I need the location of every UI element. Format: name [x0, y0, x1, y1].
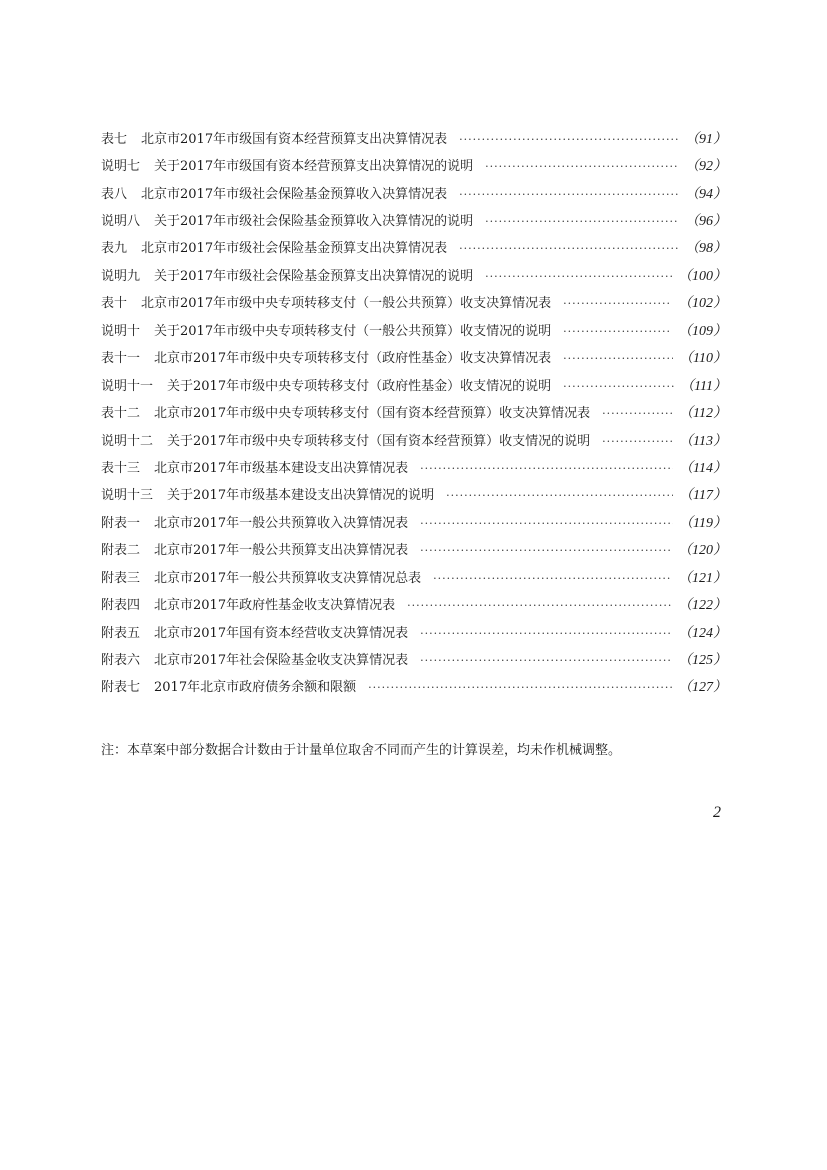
toc-entry-page: （121） — [678, 570, 727, 586]
toc-entry-page: （109） — [678, 323, 727, 339]
dot-leader — [446, 489, 673, 503]
toc-entry-title: 关于2017年市级国有资本经营预算支出决算情况的说明 — [154, 159, 474, 175]
toc-entry[interactable] — [101, 318, 727, 345]
toc-entry-page: （100） — [678, 268, 727, 284]
toc-entry-title: 关于2017年市级基本建设支出决算情况的说明 — [167, 488, 435, 504]
toc-entry-title: 关于2017年市级中央专项转移支付（政府性基金）收支情况的说明 — [167, 378, 552, 394]
toc-entry-title: 北京市2017年一般公共预算收支决算情况总表 — [154, 570, 422, 586]
dot-leader — [485, 270, 672, 284]
toc-entry-label: 附表四 — [101, 598, 141, 614]
toc-entry-title: 关于2017年市级中央专项转移支付（一般公共预算）收支情况的说明 — [154, 323, 552, 339]
toc-entry[interactable] — [101, 592, 727, 619]
toc-entry-label: 表九 — [101, 241, 128, 257]
toc-entry-title: 北京市2017年一般公共预算收入决算情况表 — [154, 515, 409, 531]
toc-entry-title: 北京市2017年国有资本经营收支决算情况表 — [154, 625, 409, 641]
toc-entry[interactable] — [101, 675, 727, 702]
toc-entry-page: （119） — [679, 515, 727, 531]
toc-entry-label: 说明十 — [101, 323, 141, 339]
toc-entry-page: （125） — [678, 653, 727, 669]
toc-entry-page: （127） — [678, 680, 727, 696]
toc-entry-label: 附表三 — [101, 570, 141, 586]
dot-leader — [420, 544, 672, 558]
toc-entry-title: 北京市2017年社会保险基金收支决算情况表 — [154, 653, 409, 669]
toc-entry[interactable] — [101, 236, 727, 263]
toc-entry-title: 北京市2017年市级社会保险基金预算支出决算情况表 — [141, 241, 448, 257]
toc-entry-title: 关于2017年市级中央专项转移支付（国有资本经营预算）收支情况的说明 — [167, 433, 591, 449]
toc-entry-page: （112） — [679, 406, 727, 422]
dot-leader — [459, 242, 679, 256]
toc-entry-page: （117） — [679, 488, 727, 504]
toc-entry-label: 说明十三 — [101, 488, 154, 504]
toc-entry[interactable] — [101, 373, 727, 400]
toc-entry[interactable] — [101, 208, 727, 235]
toc-entry[interactable] — [101, 291, 727, 318]
toc-entry-label: 说明十一 — [101, 378, 154, 394]
dot-leader — [433, 572, 672, 586]
toc-entry[interactable] — [101, 620, 727, 647]
dot-leader — [485, 215, 679, 229]
toc-entry-title: 北京市2017年政府性基金收支决算情况表 — [154, 598, 396, 614]
dot-leader — [420, 462, 673, 476]
toc-entry[interactable] — [101, 153, 727, 180]
table-of-contents — [101, 126, 727, 702]
dot-leader — [602, 407, 673, 421]
dot-leader — [485, 160, 679, 174]
toc-entry-label: 说明八 — [101, 214, 141, 230]
toc-entry[interactable] — [101, 428, 727, 455]
toc-entry[interactable] — [101, 400, 727, 427]
toc-entry[interactable] — [101, 510, 727, 537]
toc-entry[interactable] — [101, 263, 727, 290]
toc-entry-page: （96） — [685, 214, 727, 230]
dot-leader — [420, 517, 673, 531]
toc-entry-title: 北京市2017年市级社会保险基金预算收入决算情况表 — [141, 186, 448, 202]
dot-leader — [563, 325, 672, 339]
toc-entry[interactable] — [101, 565, 727, 592]
toc-entry-title: 北京市2017年市级基本建设支出决算情况表 — [154, 460, 409, 476]
toc-entry-label: 表八 — [101, 186, 128, 202]
toc-entry-label: 附表七 — [101, 680, 141, 696]
dot-leader — [420, 627, 672, 641]
toc-entry-title: 北京市2017年市级中央专项转移支付（国有资本经营预算）收支决算情况表 — [154, 406, 591, 422]
dot-leader — [407, 599, 672, 613]
toc-entry-label: 说明十二 — [101, 433, 154, 449]
dot-leader — [563, 380, 674, 394]
toc-entry[interactable] — [101, 483, 727, 510]
dot-leader — [368, 681, 672, 695]
toc-entry-page: （110） — [679, 351, 727, 367]
toc-entry-label: 表十一 — [101, 351, 141, 367]
toc-entry-label: 表七 — [101, 131, 128, 147]
dot-leader — [459, 133, 679, 147]
toc-entry-title: 北京市2017年市级中央专项转移支付（政府性基金）收支决算情况表 — [154, 351, 552, 367]
toc-entry-page: （91） — [685, 131, 727, 147]
dot-leader — [563, 352, 673, 366]
toc-entry-page: （111） — [680, 378, 727, 394]
toc-entry[interactable] — [101, 455, 727, 482]
dot-leader — [602, 435, 673, 449]
toc-entry[interactable] — [101, 346, 727, 373]
toc-entry-title: 北京市2017年市级国有资本经营预算支出决算情况表 — [141, 131, 448, 147]
toc-entry-label: 说明九 — [101, 268, 141, 284]
toc-entry-label: 附表五 — [101, 625, 141, 641]
toc-entry-label: 说明七 — [101, 159, 141, 175]
toc-entry-label: 表十二 — [101, 406, 141, 422]
page-number: 2 — [713, 804, 721, 821]
toc-entry-page: （98） — [685, 241, 727, 257]
toc-entry-page: （124） — [678, 625, 727, 641]
dot-leader — [563, 297, 672, 311]
toc-entry[interactable] — [101, 538, 727, 565]
toc-entry-page: （92） — [685, 159, 727, 175]
dot-leader — [420, 654, 672, 668]
toc-entry-page: （122） — [678, 598, 727, 614]
toc-entry-title: 2017年北京市政府债务余额和限额 — [154, 680, 357, 696]
toc-entry-title: 关于2017年市级社会保险基金预算支出决算情况的说明 — [154, 268, 474, 284]
toc-entry-page: （114） — [679, 460, 727, 476]
toc-entry[interactable] — [101, 181, 727, 208]
toc-entry-label: 附表二 — [101, 543, 141, 559]
toc-entry-label: 附表六 — [101, 653, 141, 669]
toc-entry-label: 表十 — [101, 296, 128, 312]
footnote: 注：本草案中部分数据合计数由于计量单位取舍不同而产生的计算误差，均未作机械调整。 — [101, 743, 622, 758]
toc-entry-page: （94） — [685, 186, 727, 202]
toc-entry-title: 北京市2017年一般公共预算支出决算情况表 — [154, 543, 409, 559]
toc-entry[interactable] — [101, 126, 727, 153]
toc-entry[interactable] — [101, 647, 727, 674]
toc-entry-title: 北京市2017年市级中央专项转移支付（一般公共预算）收支决算情况表 — [141, 296, 552, 312]
toc-entry-page: （102） — [678, 296, 727, 312]
dot-leader — [459, 188, 679, 202]
toc-entry-label: 附表一 — [101, 515, 141, 531]
toc-entry-page: （120） — [678, 543, 727, 559]
toc-entry-label: 表十三 — [101, 460, 141, 476]
toc-entry-page: （113） — [679, 433, 727, 449]
toc-entry-title: 关于2017年市级社会保险基金预算收入决算情况的说明 — [154, 214, 474, 230]
